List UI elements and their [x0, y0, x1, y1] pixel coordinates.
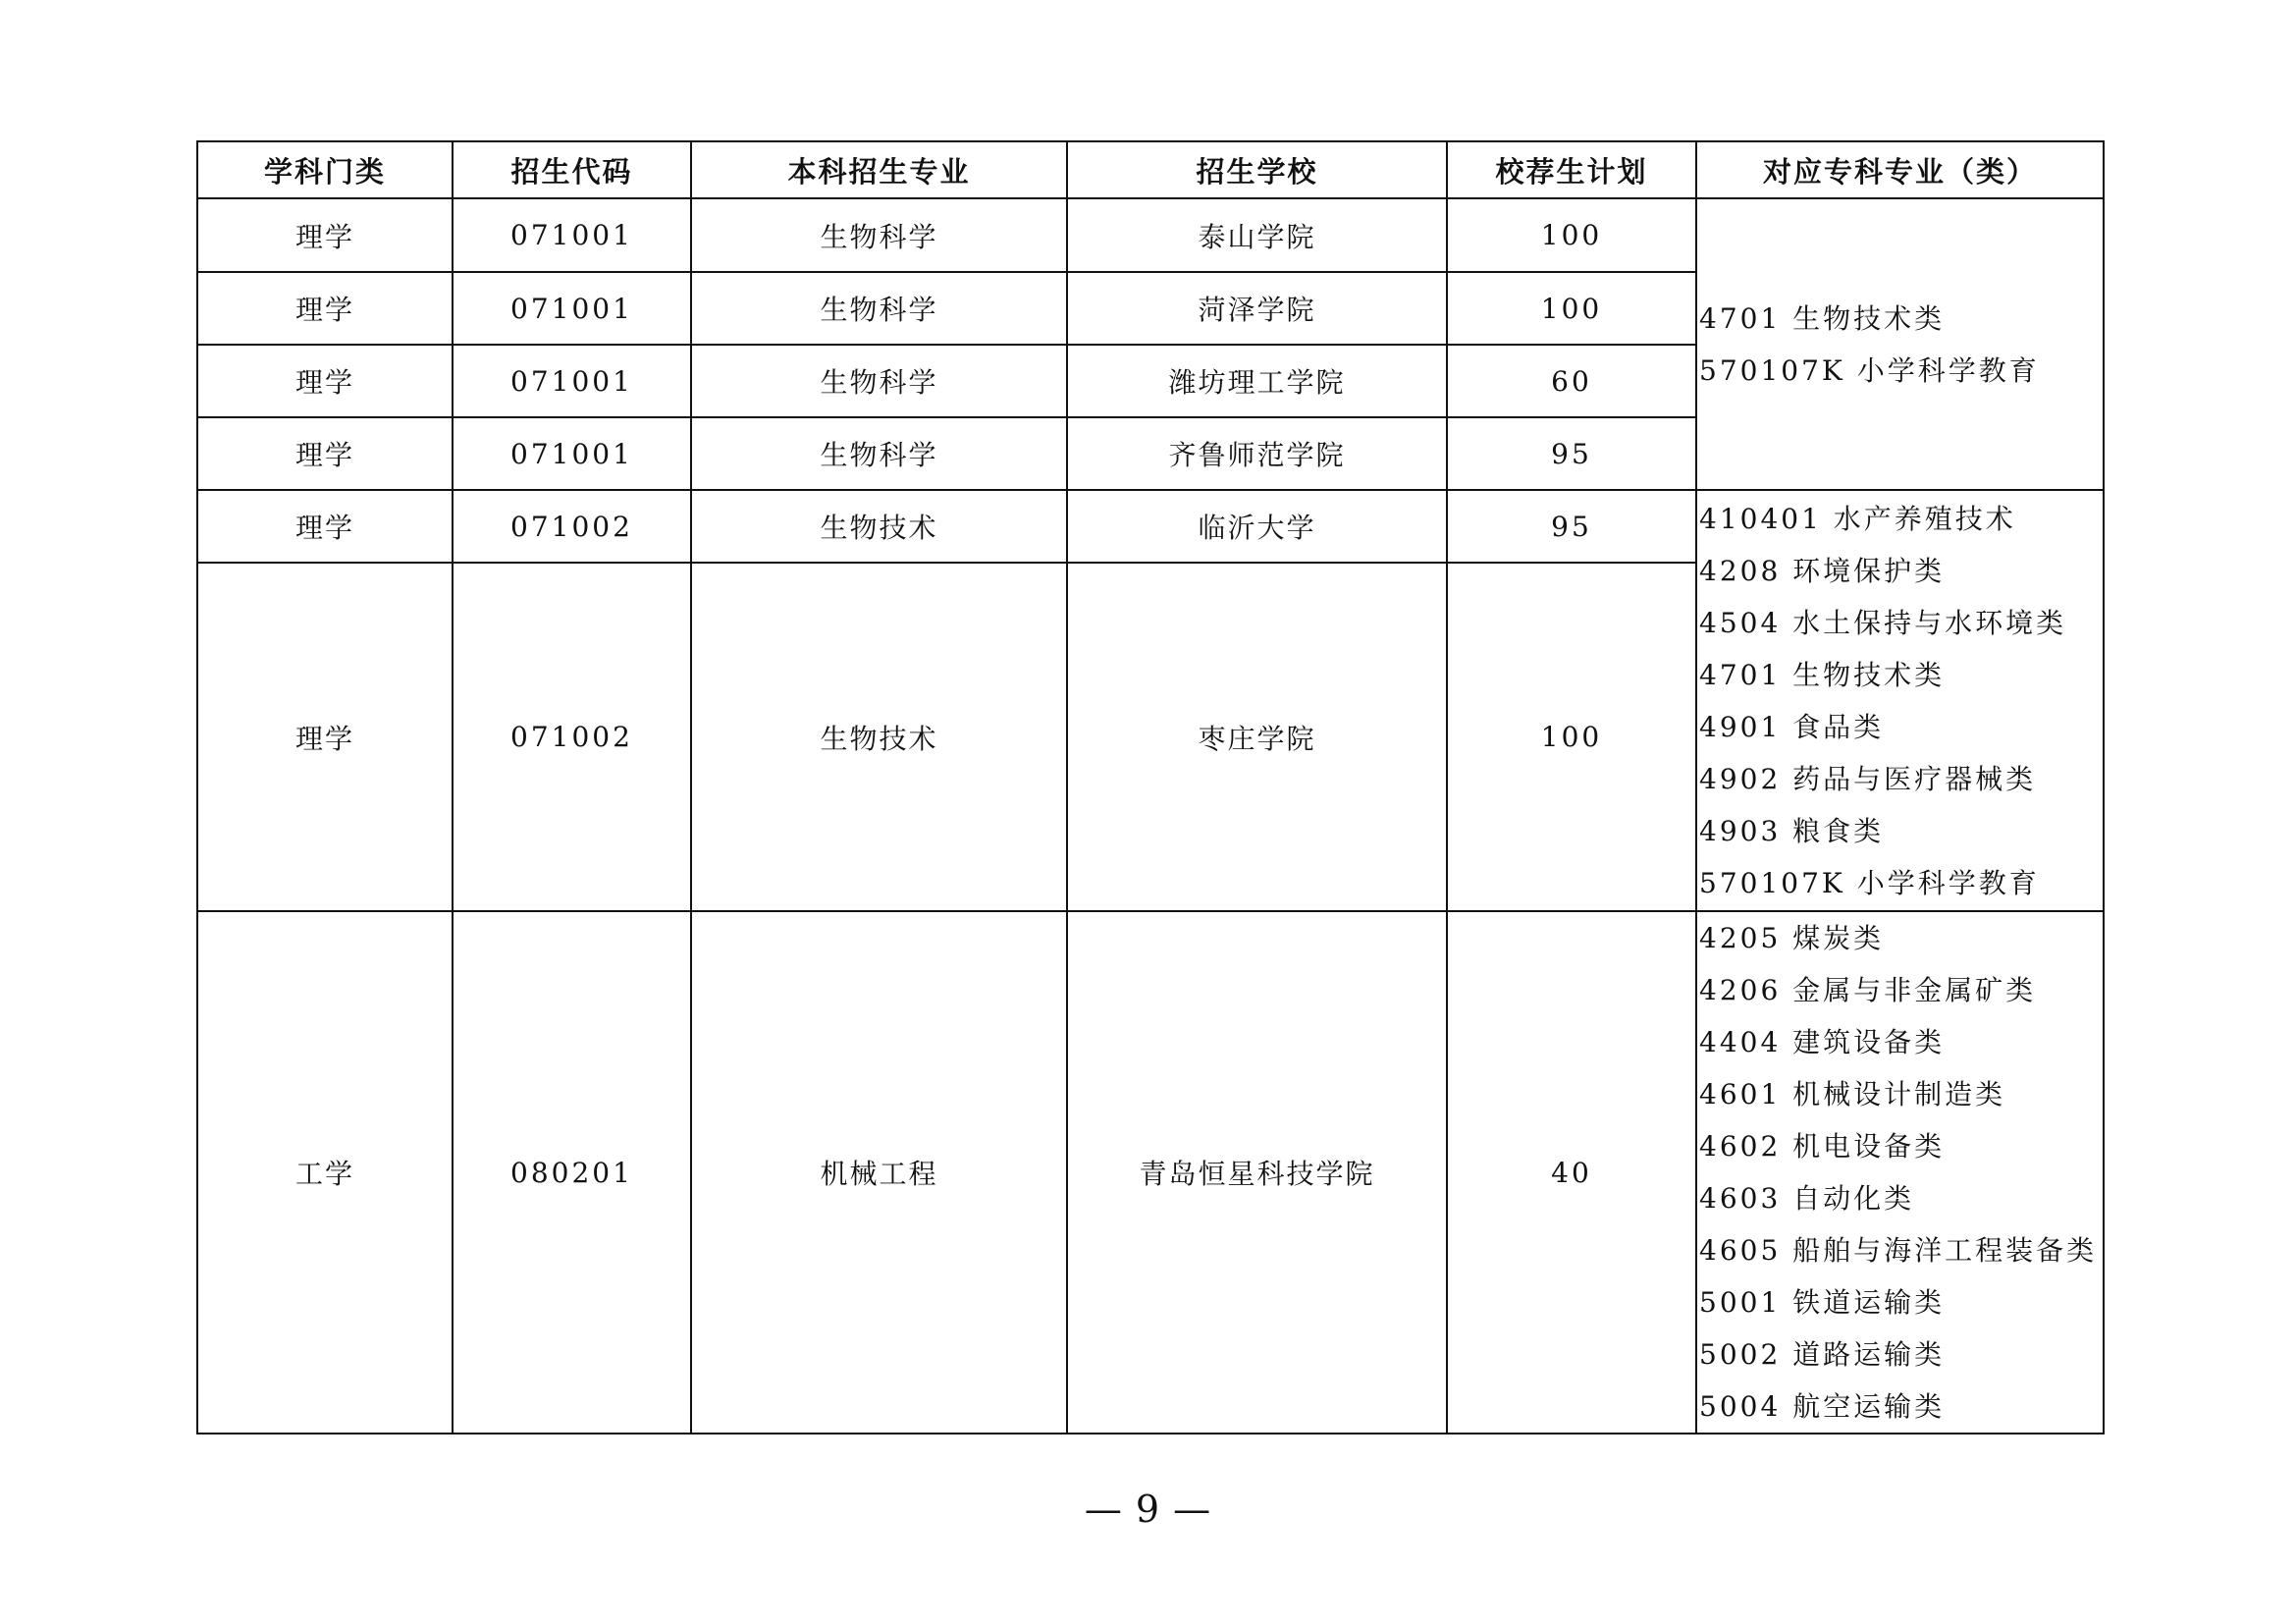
mapped-major-item: 4404 建筑设备类: [1699, 1026, 1946, 1058]
table-row: [197, 490, 2104, 563]
cell-code: 071001: [453, 345, 691, 417]
cell-code: 071002: [453, 563, 691, 911]
mapped-major-item: 4903 粮食类: [1699, 814, 1885, 847]
mapped-major-item: 4504 水土保持与水环境类: [1699, 606, 2067, 639]
mapped-major-item: 4205 煤炭类: [1699, 922, 1885, 954]
header-code: 招生代码: [453, 141, 691, 198]
cell-category: 理学: [197, 345, 453, 417]
cell-category: 理学: [197, 198, 453, 272]
mapped-major-item: 5001 铁道运输类: [1699, 1286, 1946, 1319]
cell-major: 生物技术: [691, 563, 1067, 911]
mapped-major-item: 4605 船舶与海洋工程装备类: [1699, 1234, 2098, 1267]
cell-plan: 100: [1447, 198, 1696, 272]
cell-mapped-majors-group-1: [1696, 198, 2104, 490]
cell-code: 071002: [453, 490, 691, 563]
cell-plan: 100: [1447, 272, 1696, 345]
cell-school: 齐鲁师范学院: [1067, 417, 1447, 490]
mapped-major-item: 4206 金属与非金属矿类: [1699, 974, 2037, 1006]
mapped-major-item: 570107K 小学科学教育: [1699, 353, 2040, 387]
header-major: 本科招生专业: [691, 141, 1067, 198]
cell-plan: 60: [1447, 345, 1696, 417]
cell-mapped-majors-group-3: [1696, 911, 2104, 1434]
header-category: 学科门类: [197, 141, 453, 198]
cell-school: 临沂大学: [1067, 490, 1447, 563]
cell-category: 工学: [197, 911, 453, 1434]
enrollment-plan-table: [196, 140, 2105, 1435]
cell-code: 071001: [453, 272, 691, 345]
cell-major: 生物科学: [691, 272, 1067, 345]
cell-major: 生物科学: [691, 417, 1067, 490]
cell-category: 理学: [197, 563, 453, 911]
mapped-major-item: 570107K 小学科学教育: [1699, 866, 2040, 899]
cell-code: 080201: [453, 911, 691, 1434]
cell-school: 青岛恒星科技学院: [1067, 911, 1447, 1434]
cell-plan: 100: [1447, 563, 1696, 911]
cell-school: 泰山学院: [1067, 198, 1447, 272]
table-row: [197, 911, 2104, 1434]
mapped-major-item: 4208 环境保护类: [1699, 554, 1946, 587]
mapped-major-item: 5004 航空运输类: [1699, 1390, 1946, 1423]
mapped-major-item: 4601 机械设计制造类: [1699, 1078, 2006, 1110]
cell-plan: 40: [1447, 911, 1696, 1434]
cell-mapped-majors-group-2: [1696, 490, 2104, 911]
mapped-major-item: 5002 道路运输类: [1699, 1338, 1946, 1371]
cell-code: 071001: [453, 198, 691, 272]
cell-school: 枣庄学院: [1067, 563, 1447, 911]
cell-major: 生物技术: [691, 490, 1067, 563]
mapped-major-item: 4701 生物技术类: [1699, 658, 1946, 691]
cell-major: 生物科学: [691, 198, 1067, 272]
cell-category: 理学: [197, 417, 453, 490]
mapped-major-item: 4602 机电设备类: [1699, 1130, 1946, 1163]
cell-plan: 95: [1447, 417, 1696, 490]
header-plan: 校荐生计划: [1447, 141, 1696, 198]
cell-school: 潍坊理工学院: [1067, 345, 1447, 417]
cell-category: 理学: [197, 272, 453, 345]
cell-major: 机械工程: [691, 911, 1067, 1434]
table-row: [197, 198, 2104, 272]
mapped-major-item: 4603 自动化类: [1699, 1182, 1915, 1215]
header-mapped-majors: 对应专科专业（类）: [1696, 141, 2104, 198]
mapped-major-item: 4901 食品类: [1699, 710, 1885, 743]
mapped-major-item: 410401 水产养殖技术: [1699, 502, 2016, 535]
mapped-major-item: 4902 药品与医疗器械类: [1699, 762, 2037, 795]
header-school: 招生学校: [1067, 141, 1447, 198]
cell-major: 生物科学: [691, 345, 1067, 417]
cell-code: 071001: [453, 417, 691, 490]
mapped-major-item: 4701 生物技术类: [1699, 301, 1946, 335]
cell-plan: 95: [1447, 490, 1696, 563]
page-number: — 9 —: [1084, 1488, 1212, 1531]
cell-school: 菏泽学院: [1067, 272, 1447, 345]
table-header-row: [197, 141, 2104, 198]
cell-category: 理学: [197, 490, 453, 563]
